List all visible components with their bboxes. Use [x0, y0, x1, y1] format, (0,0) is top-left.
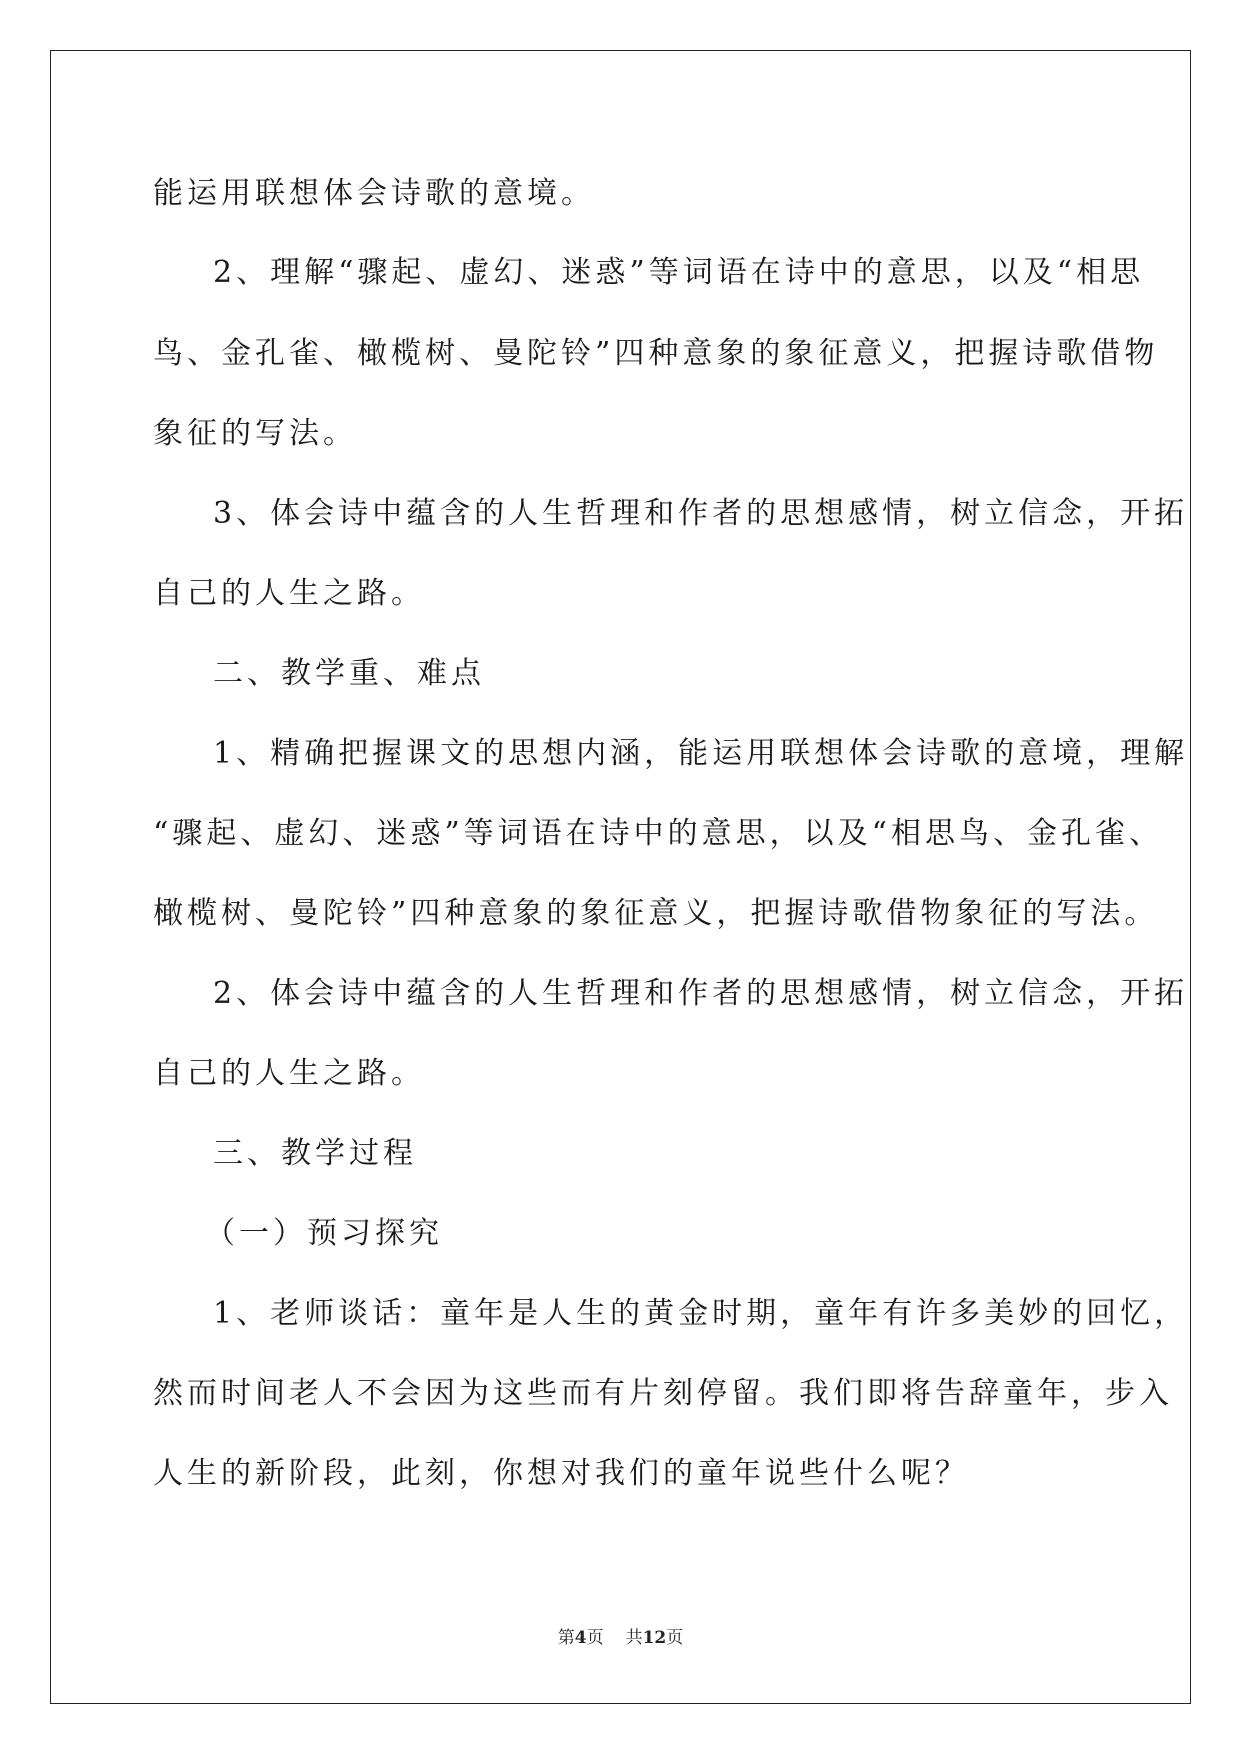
text-line-6: 自己的人生之路。 — [153, 576, 425, 611]
text-line-8: 1、精确把握课文的思想内涵，能运用联想体会诗歌的意境，理解 — [213, 736, 1189, 771]
section-heading-3: 三、教学过程 — [213, 1136, 417, 1171]
text-line-9: “骤起、虚幻、迷惑”等词语在诗中的意思，以及“相思鸟、金孔雀、 — [153, 816, 1164, 851]
text-line-1: 能运用联想体会诗歌的意境。 — [153, 176, 595, 211]
page-prefix: 第 — [557, 1628, 575, 1648]
text-line-16: 然而时间老人不会因为这些而有片刻停留。我们即将告辞童年，步入 — [153, 1376, 1173, 1411]
subsection-heading-1: （一）预习探究 — [205, 1216, 443, 1251]
text-line-4: 象征的写法。 — [153, 416, 357, 451]
page-footer — [0, 1627, 1241, 1649]
text-line-12: 自己的人生之路。 — [153, 1056, 425, 1091]
text-line-10: 橄榄树、曼陀铃”四种意象的象征意义，把握诗歌借物象征的写法。 — [153, 896, 1159, 931]
total-suffix: 页 — [666, 1628, 684, 1648]
text-line-11: 2、体会诗中蕴含的人生哲理和作者的思想感情，树立信念，开拓 — [213, 976, 1189, 1011]
text-line-17: 人生的新阶段，此刻，你想对我们的童年说些什么呢？ — [153, 1456, 969, 1491]
total-pages: 12 — [642, 1628, 667, 1648]
text-line-3: 鸟、金孔雀、橄榄树、曼陀铃”四种意象的象征意义，把握诗歌借物 — [153, 336, 1159, 371]
text-line-2: 2、理解“骤起、虚幻、迷惑”等词语在诗中的意思，以及“相思 — [213, 255, 1145, 290]
page-suffix: 页 — [586, 1628, 604, 1648]
text-line-5: 3、体会诗中蕴含的人生哲理和作者的思想感情，树立信念，开拓 — [213, 496, 1189, 531]
section-heading-2: 二、教学重、难点 — [213, 656, 485, 691]
page-number: 4 — [574, 1628, 587, 1648]
total-prefix: 共 — [625, 1628, 643, 1648]
text-line-15: 1、老师谈话：童年是人生的黄金时期，童年有许多美妙的回忆， — [213, 1296, 1189, 1331]
